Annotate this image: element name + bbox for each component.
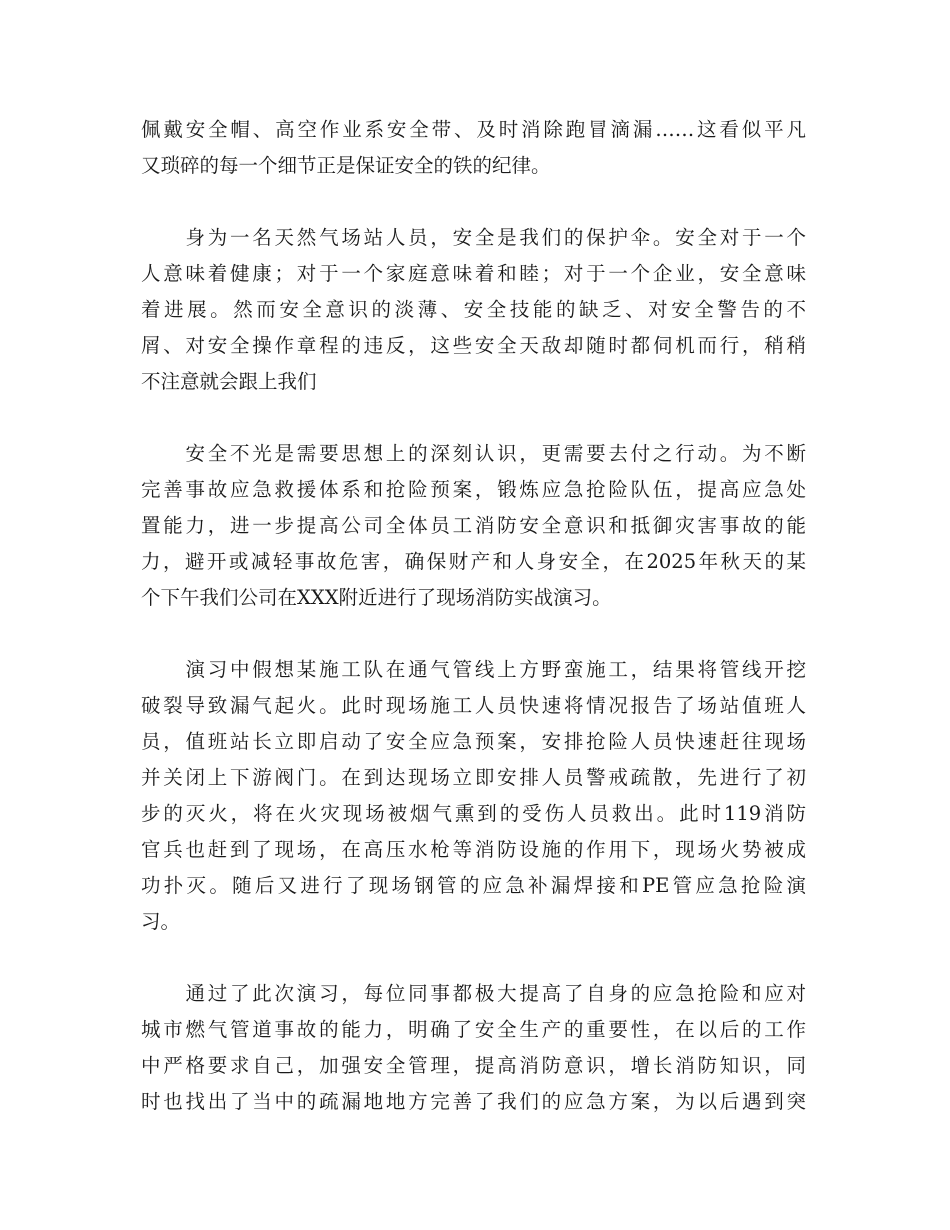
text-line: 习。 bbox=[141, 910, 181, 933]
text-line: 破裂导致漏气起火。此时现场施工人员快速将情况报告了场站值班人 bbox=[141, 694, 806, 717]
paragraph-1 bbox=[141, 112, 806, 184]
text-line: 城市燃气管道事故的能力，明确了安全生产的重要性，在以后的工作 bbox=[141, 1018, 806, 1041]
text-line: 通过了此次演习，每位同事都极大提高了自身的应急抢险和应对 bbox=[141, 982, 806, 1005]
text-line: 安全不光是需要思想上的深刻认识，更需要去付之行动。为不断 bbox=[141, 442, 806, 465]
document-body bbox=[141, 112, 806, 1156]
text-line: 佩戴安全帽、高空作业系安全带、及时消除跑冒滴漏……这看似平凡 bbox=[141, 118, 806, 141]
text-line: 屑、对安全操作章程的违反，这些安全天敌却随时都伺机而行，稍稍 bbox=[141, 334, 806, 357]
paragraph-4 bbox=[141, 652, 806, 940]
text-line: 功扑灭。随后又进行了现场钢管的应急补漏焊接和PE管应急抢险演 bbox=[141, 874, 806, 897]
text-line: 个下午我们公司在XXX附近进行了现场消防实战演习。 bbox=[141, 586, 612, 609]
text-line: 身为一名天然气场站人员，安全是我们的保护伞。安全对于一个 bbox=[141, 226, 806, 249]
text-line: 中严格要求自己，加强安全管理，提高消防意识，增长消防知识，同 bbox=[141, 1054, 806, 1077]
text-line: 时也找出了当中的疏漏地地方完善了我们的应急方案，为以后遇到突 bbox=[141, 1090, 806, 1113]
paragraph-2 bbox=[141, 220, 806, 400]
text-line: 置能力，进一步提高公司全体员工消防安全意识和抵御灾害事故的能 bbox=[141, 514, 806, 537]
text-line: 演习中假想某施工队在通气管线上方野蛮施工，结果将管线开挖 bbox=[141, 658, 806, 681]
text-line: 着进展。然而安全意识的淡薄、安全技能的缺乏、对安全警告的不 bbox=[141, 298, 806, 321]
paragraph-5 bbox=[141, 976, 806, 1120]
text-line: 力，避开或减轻事故危害，确保财产和人身安全，在2025年秋天的某 bbox=[141, 550, 806, 573]
text-line: 员，值班站长立即启动了安全应急预案，安排抢险人员快速赶往现场 bbox=[141, 730, 806, 753]
text-line: 完善事故应急救援体系和抢险预案，锻炼应急抢险队伍，提高应急处 bbox=[141, 478, 806, 501]
text-line: 又琐碎的每一个细节正是保证安全的铁的纪律。 bbox=[141, 154, 551, 177]
text-line: 人意味着健康；对于一个家庭意味着和睦；对于一个企业，安全意味 bbox=[141, 262, 806, 285]
paragraph-3 bbox=[141, 436, 806, 616]
text-line: 官兵也赶到了现场，在高压水枪等消防设施的作用下，现场火势被成 bbox=[141, 838, 806, 861]
text-line: 并关闭上下游阀门。在到达现场立即安排人员警戒疏散，先进行了初 bbox=[141, 766, 806, 789]
text-line: 步的灭火，将在火灾现场被烟气熏到的受伤人员救出。此时119消防 bbox=[141, 802, 806, 825]
text-line: 不注意就会跟上我们 bbox=[141, 370, 317, 393]
